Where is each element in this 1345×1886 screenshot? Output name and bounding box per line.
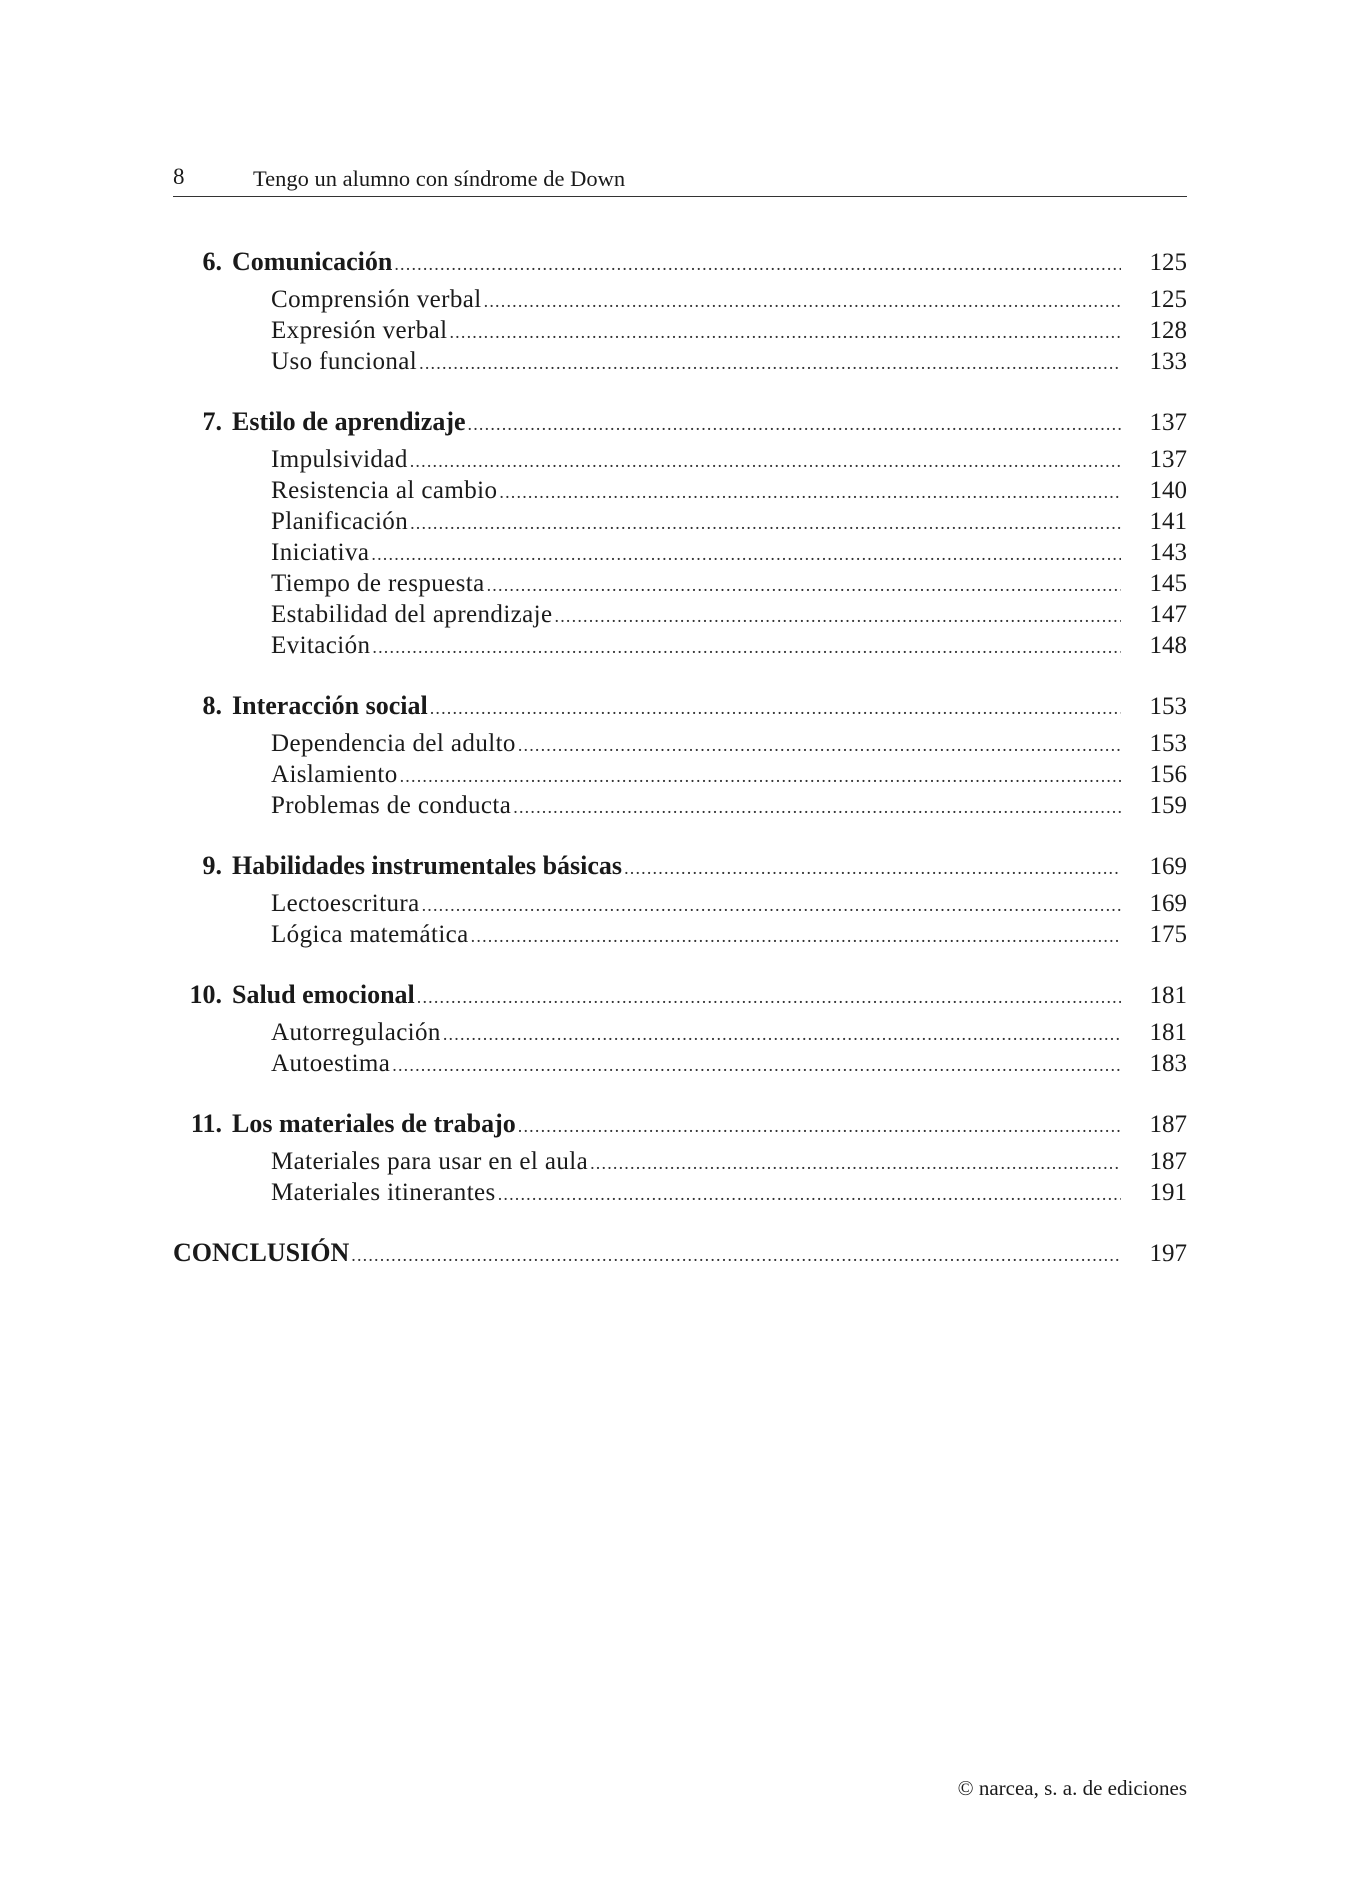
toc-chapter-entry[interactable] [173, 245, 1187, 278]
page-reference: 153 [1149, 693, 1187, 720]
subsection-title: Iniciativa [271, 539, 370, 566]
page-reference: 147 [1149, 601, 1187, 628]
dot-leader [394, 248, 1121, 281]
chapter-title: Comunicación [232, 247, 393, 276]
toc-subsection-entry[interactable] [173, 1017, 1187, 1048]
toc-chapter-entry[interactable] [173, 978, 1187, 1011]
page-reference: 145 [1149, 570, 1187, 597]
subsection-title: Lógica matemática [271, 921, 469, 948]
chapter-number: 7. [202, 407, 222, 436]
dot-leader [471, 921, 1121, 952]
toc-subsection-entry[interactable] [173, 444, 1187, 475]
dot-leader [518, 730, 1121, 761]
page-reference: 191 [1149, 1179, 1187, 1206]
page-reference: 197 [1149, 1240, 1187, 1267]
toc-subsection-entry[interactable] [173, 919, 1187, 950]
page-reference: 140 [1149, 477, 1187, 504]
toc-chapter-group [173, 978, 1187, 1079]
chapter-number: 8. [202, 691, 222, 720]
chapter-number: 9. [202, 851, 222, 880]
toc-chapter-entry[interactable] [173, 1107, 1187, 1140]
chapter-number: 10. [189, 980, 222, 1009]
dot-leader [468, 408, 1121, 441]
toc-chapter-group [173, 689, 1187, 821]
page-reference: 159 [1149, 792, 1187, 819]
dot-leader [422, 890, 1121, 921]
page-reference: 133 [1149, 348, 1187, 375]
subsection-title: Evitación [271, 632, 371, 659]
toc-subsection-entry[interactable] [173, 346, 1187, 377]
subsection-title: Comprensión verbal [271, 286, 482, 313]
toc-chapter-entry[interactable] [173, 405, 1187, 438]
subsection-title: Resistencia al cambio [271, 477, 498, 504]
subsection-title: Tiempo de respuesta [271, 570, 485, 597]
page-reference: 125 [1149, 286, 1187, 313]
toc-subsection-entry[interactable] [173, 506, 1187, 537]
page-reference: 156 [1149, 761, 1187, 788]
subsection-title: Aislamiento [271, 761, 398, 788]
dot-leader [430, 692, 1121, 725]
page-reference: 137 [1149, 409, 1187, 436]
page-reference: 169 [1149, 890, 1187, 917]
chapter-title: Interacción social [232, 691, 428, 720]
toc-subsection-entry[interactable] [173, 599, 1187, 630]
toc-chapter-group [173, 245, 1187, 377]
page-reference: 137 [1149, 446, 1187, 473]
page-reference: 143 [1149, 539, 1187, 566]
page-reference: 153 [1149, 730, 1187, 757]
subsection-title: Uso funcional [271, 348, 418, 375]
subsection-title: Dependencia del adulto [271, 730, 516, 757]
toc-subsection-entry[interactable] [173, 537, 1187, 568]
toc-subsection-entry[interactable] [173, 568, 1187, 599]
toc-chapter-group [173, 1107, 1187, 1208]
subsection-title: Autorregulación [271, 1019, 441, 1046]
page-reference: 183 [1149, 1050, 1187, 1077]
dot-leader [351, 1239, 1121, 1272]
toc-chapter-entry[interactable] [173, 849, 1187, 882]
subsection-title: Materiales itinerantes [271, 1179, 496, 1206]
toc-chapter-group [173, 849, 1187, 950]
subsection-title: Expresión verbal [271, 317, 448, 344]
chapter-title: Habilidades instrumentales básicas [232, 851, 623, 880]
conclusion-title: CONCLUSIÓN [173, 1238, 350, 1267]
toc-conclusion-entry[interactable] [173, 1236, 1187, 1269]
toc-subsection-entry[interactable] [173, 728, 1187, 759]
dot-leader [484, 286, 1121, 317]
toc-subsection-entry[interactable] [173, 790, 1187, 821]
page-reference: 169 [1149, 853, 1187, 880]
chapter-title: Estilo de aprendizaje [232, 407, 466, 436]
dot-leader [624, 852, 1121, 885]
subsection-title: Estabilidad del aprendizaje [271, 601, 553, 628]
dot-leader [392, 1050, 1121, 1081]
page-reference: 181 [1149, 1019, 1187, 1046]
page-reference: 128 [1149, 317, 1187, 344]
toc-chapter-group [173, 405, 1187, 661]
toc-subsection-entry[interactable] [173, 1048, 1187, 1079]
toc-subsection-entry[interactable] [173, 1177, 1187, 1208]
page-reference: 175 [1149, 921, 1187, 948]
dot-leader [400, 761, 1121, 792]
table-of-contents [173, 245, 1187, 1275]
copyright-footer: © narcea, s. a. de ediciones [957, 1776, 1187, 1800]
chapter-number: 11. [190, 1109, 222, 1138]
toc-subsection-entry[interactable] [173, 475, 1187, 506]
chapter-title: Salud emocional [232, 980, 415, 1009]
toc-subsection-entry[interactable] [173, 1146, 1187, 1177]
toc-subsection-entry[interactable] [173, 284, 1187, 315]
subsection-title: Planificación [271, 508, 409, 535]
page-number: 8 [173, 164, 185, 189]
subsection-title: Lectoescritura [271, 890, 420, 917]
toc-subsection-entry[interactable] [173, 315, 1187, 346]
page-reference: 187 [1149, 1111, 1187, 1138]
dot-leader [371, 539, 1121, 570]
dot-leader [443, 1019, 1121, 1050]
dot-leader [499, 477, 1121, 508]
subsection-title: Problemas de conducta [271, 792, 512, 819]
dot-leader [513, 792, 1121, 823]
dot-leader [498, 1179, 1121, 1210]
chapter-title: Los materiales de trabajo [232, 1109, 516, 1138]
dot-leader [449, 317, 1121, 348]
page-reference: 125 [1149, 249, 1187, 276]
toc-subsection-entry[interactable] [173, 759, 1187, 790]
dot-leader [590, 1148, 1121, 1179]
subsection-title: Materiales para usar en el aula [271, 1148, 589, 1175]
page-reference: 141 [1149, 508, 1187, 535]
book-title: Tengo un alumno con síndrome de Down [253, 166, 626, 191]
dot-leader [518, 1110, 1121, 1143]
dot-leader [410, 446, 1121, 477]
dot-leader [372, 632, 1121, 663]
subsection-title: Autoestima [271, 1050, 391, 1077]
subsection-title: Impulsividad [271, 446, 408, 473]
page-reference: 187 [1149, 1148, 1187, 1175]
dot-leader [419, 348, 1121, 379]
running-header [173, 162, 1187, 197]
chapter-number: 6. [202, 247, 222, 276]
dot-leader [487, 570, 1121, 601]
dot-leader [417, 981, 1121, 1014]
dot-leader [410, 508, 1121, 539]
page-reference: 181 [1149, 982, 1187, 1009]
dot-leader [555, 601, 1121, 632]
toc-subsection-entry[interactable] [173, 630, 1187, 661]
toc-chapter-entry[interactable] [173, 689, 1187, 722]
toc-subsection-entry[interactable] [173, 888, 1187, 919]
page-reference: 148 [1149, 632, 1187, 659]
